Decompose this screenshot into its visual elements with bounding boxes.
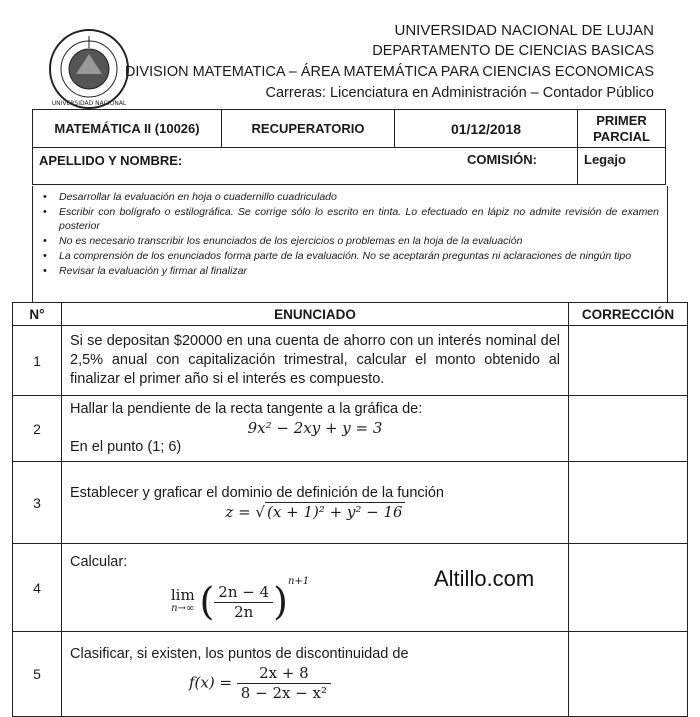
fraction-numerator: 2n − 4 — [214, 583, 273, 603]
col-number-header: N° — [13, 303, 62, 326]
legajo-label: Legajo — [578, 148, 666, 185]
document-header — [125, 20, 654, 104]
part-cell — [578, 110, 666, 148]
instruction-item: • Revisar la evaluación y firmar al finalizar — [59, 264, 659, 278]
exercise-text: Establecer y graficar el dominio de definición de la función — [70, 484, 444, 501]
formula-lhs: z = — [225, 502, 256, 521]
part-line2: PARCIAL — [593, 128, 650, 144]
fraction-denominator: 8 − 2x − x² — [240, 684, 328, 702]
exercise-text: Hallar la pendiente de la recta tangente a la gráfica de: — [70, 401, 423, 417]
name-label: APELLIDO Y NOMBRE: — [33, 148, 395, 185]
watermark-text: Altillo.com — [434, 566, 535, 591]
careers-line: Carreras: Licenciatura en Administración – Contador Público — [265, 85, 654, 101]
correction-cell — [569, 326, 688, 396]
university-name: UNIVERSIDAD NACIONAL DE LUJAN — [394, 22, 654, 39]
exercise-text: Calcular: — [70, 554, 128, 571]
exercise-content — [62, 396, 569, 462]
date-cell: 01/12/2018 — [395, 110, 578, 148]
instructions-box — [32, 186, 668, 302]
instruction-item: • Escribir con bolígrafo o estilográfica. Se corrige sólo lo escrito en tinta. Lo efectuado en lápiz no admite revisión de examen posterior — [59, 205, 659, 233]
fraction — [214, 583, 273, 622]
exercise-row — [13, 462, 688, 544]
lim-word: lim — [170, 586, 195, 605]
instruction-item: • No es necesario transcribir los enunciados de los ejercicios o problemas en la hoja de la evaluación — [59, 234, 659, 248]
correction-cell — [569, 396, 688, 462]
exercise-formula: 9x² − 2xy + y = 3 — [247, 419, 383, 437]
instructions-list — [33, 186, 667, 278]
exercise-formula: z = √ (x + 1)² + y² − 16 — [225, 502, 403, 521]
limit-operator — [170, 586, 195, 615]
university-seal — [48, 28, 130, 110]
part-line1: PRIMER — [596, 112, 647, 128]
formula-lhs: f(x) = — [188, 673, 237, 692]
exercise-number: 5 — [13, 632, 62, 717]
exercise-number: 3 — [13, 462, 62, 544]
fraction-denominator: 2n — [234, 602, 254, 621]
exam-type-cell: RECUPERATORIO — [222, 110, 395, 148]
exponent: n+1 — [287, 576, 310, 588]
exercise-row — [13, 396, 688, 462]
exercise-text: Clasificar, si existen, los puntos de discontinuidad de — [70, 646, 409, 662]
instruction-item: • Desarrollar la evaluación en hoja o cuadernillo cuadriculado — [59, 190, 659, 204]
lim-subscript: n→∞ — [171, 603, 195, 615]
correction-cell — [569, 462, 688, 544]
department-name: DEPARTAMENTO DE CIENCIAS BASICAS — [372, 43, 654, 59]
exercise-extra: En el punto (1; 6) — [70, 439, 182, 455]
col-correction-header: CORRECCIÓN — [569, 303, 688, 326]
exercise-row — [13, 326, 688, 396]
exercise-text: Si se depositan $20000 en una cuenta de ahorro con un interés nominal del 2,5% anual con capitalización trimestral, calcular el monto obtenido al finalizar el primer año si el interés es compuesto. — [62, 326, 569, 396]
exam-info-table — [32, 109, 666, 185]
correction-cell — [569, 544, 688, 632]
exercise-formula: lim n→∞ ( $\frac{2n - 4}{2n}$ )$^{n+1}$ — [170, 576, 310, 624]
exercise-number: 4 — [13, 544, 62, 632]
commission-label: COMISIÓN: — [395, 148, 578, 185]
exercise-number: 1 — [13, 326, 62, 396]
exercise-row — [13, 544, 688, 632]
exercise-row — [13, 632, 688, 717]
correction-cell — [569, 632, 688, 717]
subject-cell: MATEMÁTICA II (10026) — [33, 110, 222, 148]
exercise-number: 2 — [13, 396, 62, 462]
fraction-numerator: 2x + 8 — [237, 664, 331, 684]
exercises-table — [12, 302, 688, 717]
svg-text:UNIVERSIDAD NACIONAL: UNIVERSIDAD NACIONAL — [51, 100, 127, 107]
instruction-item: • La comprensión de los enunciados forma parte de la evaluación. No se aceptarán preguntas ni aclaraciones de ningún tipo — [59, 249, 659, 263]
formula-radicand: (x + 1)² + y² − 16 — [266, 502, 403, 521]
fraction — [237, 664, 331, 703]
exercise-content — [62, 632, 569, 717]
col-statement-header: ENUNCIADO — [62, 303, 569, 326]
exercise-formula — [70, 664, 450, 703]
exercise-content — [62, 462, 569, 544]
division-name: DIVISION MATEMATICA – ÁREA MATEMÁTICA PARA CIENCIAS ECONOMICAS — [124, 64, 654, 80]
